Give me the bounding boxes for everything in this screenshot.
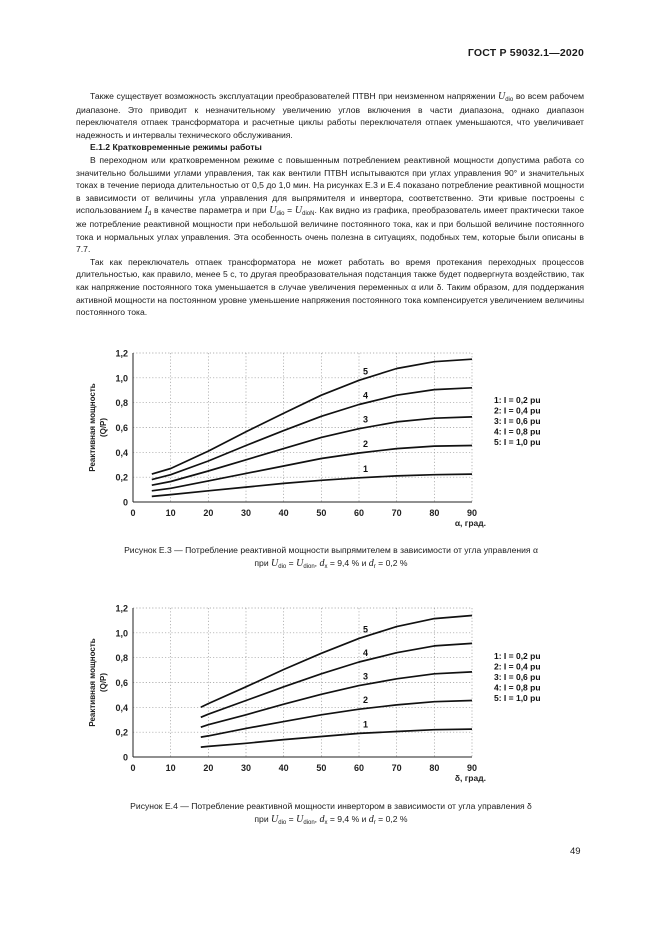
- y-tick-label: 1,2: [115, 603, 128, 614]
- x-tick-label: 90: [466, 763, 478, 773]
- y-axis-label: Реактивная мощность: [88, 383, 97, 472]
- legend-entry: 5: I = 1,0 pu: [494, 437, 541, 447]
- figure-e3-caption: Рисунок Е.3 — Потребление реактивной мощности выпрямителем в зависимости от угла управления α при $U_{dio} = U_{dion}$, $d_x = 9,4$ % и $d_r = 0,2$ %: [124, 545, 538, 570]
- x-tick-label: 30: [240, 763, 252, 773]
- x-tick-label: 20: [203, 763, 214, 773]
- series-label-3: 3: [363, 671, 369, 682]
- legend-entry: 3: I = 0,6 pu: [494, 672, 541, 682]
- series-label-3: 3: [363, 414, 369, 425]
- figure-e4-caption: Рисунок Е.4 — Потребление реактивной мощности инвертором в зависимости от угла управления δ при $U_{dio} = U_{dion}$, $d_x = 9,4$ % и $d_r = 0,2$ %: [130, 801, 532, 826]
- y-tick-label: 1,0: [115, 628, 128, 639]
- section-heading: Е.1.2 Кратковременные режимы работы: [90, 142, 262, 153]
- x-tick-label: 80: [429, 763, 440, 773]
- document-code: ГОСТ Р 59032.1—2020: [467, 47, 584, 59]
- x-tick-label: 40: [278, 763, 289, 773]
- series-line-2: [152, 446, 472, 491]
- x-tick-label: 60: [353, 508, 365, 518]
- series-line-1: [152, 474, 472, 496]
- series-label-1: 1: [363, 719, 369, 730]
- y-tick-label: 1,2: [115, 348, 128, 359]
- x-tick-label: 20: [203, 508, 214, 518]
- x-tick-label: 40: [278, 508, 289, 518]
- y-tick-label: 0: [122, 497, 128, 508]
- legend-entry: 4: I = 0,8 pu: [494, 426, 541, 437]
- legend-entry: 1: I = 0,2 pu: [494, 395, 541, 405]
- x-tick-label: 50: [316, 763, 327, 773]
- body-text: [76, 90, 584, 319]
- y-tick-label: 0,6: [115, 423, 128, 433]
- series-label-2: 2: [363, 438, 369, 449]
- y-tick-label: 0,8: [115, 398, 128, 409]
- x-axis-label: δ, град.: [454, 773, 486, 783]
- page-number: 49: [570, 846, 581, 857]
- x-tick-label: 60: [353, 763, 365, 773]
- y-tick-label: 0: [122, 752, 128, 763]
- series-label-2: 2: [363, 695, 369, 706]
- series-label-1: 1: [363, 463, 369, 474]
- legend-entry: 4: I = 0,8 pu: [494, 682, 541, 693]
- y-axis-label-formula: (Q/P): [99, 417, 108, 438]
- y-tick-label: 0,4: [115, 447, 128, 458]
- series-label-4: 4: [363, 648, 369, 659]
- x-tick-label: 70: [391, 508, 402, 518]
- x-tick-label: 0: [130, 763, 136, 773]
- series-label-5: 5: [363, 366, 369, 377]
- x-tick-label: 50: [316, 508, 327, 518]
- y-tick-label: 0,6: [115, 678, 128, 688]
- series-line-3: [201, 672, 472, 730]
- y-axis-label-group: [88, 638, 108, 726]
- x-tick-label: 30: [240, 508, 252, 518]
- y-axis-label-formula: (Q/P): [99, 672, 108, 693]
- y-tick-label: 0,8: [115, 653, 128, 664]
- series-line-3: [152, 414, 472, 485]
- series-line-5: [152, 359, 472, 474]
- paragraph-1: Также существует возможность эксплуатации преобразователей ПТВН при неизменном напряжении $U_{dio}$ во всем рабочем диапазоне. Это приводит к незначительному увеличению углов включения в части диапазона, однако диапазон переключателя отпаек трансформатора и расчетные циклы работы переключателя отпаек уменьшаются, что увеличивает надежность и интервалы технического обслуживания.: [76, 91, 584, 140]
- x-tick-label: 10: [165, 763, 176, 773]
- paragraph-2: В переходном или кратковременном режиме с повышенным потреблением реактивной мощности допустима работа со значительно большими углами управления, так как вентили ПТВН испытываются при углах управления 90° и значительных токах в течение периода длительностью от 0,5 до 1,0 мин. На рисунках Е.3 и Е.4 показано потребление реактивной мощности в зависимости от величины угла управления для выпрямителя и инвертора, соответственно. Эти кривые построены с использованием $I_d$ в качестве параметра и при $U_{dio} = U_{dioN}$. Как видно из графика, преобразователь имеет практически такое же потребление реактивной мощности при небольшой величине постоянного тока, как и при большой величине постоянного тока и нормальных углах управления. Эта особенность очень полезна в ситуациях, подобных тем, которые были описаны в 7.7.: [76, 154, 585, 255]
- x-axis-label: α, град.: [454, 518, 486, 528]
- x-tick-label: 70: [391, 763, 402, 773]
- y-axis-label: Реактивная мощность: [88, 638, 97, 727]
- series-line-5: [201, 616, 472, 708]
- series-line-2: [201, 701, 472, 738]
- legend-entry: 3: I = 0,6 pu: [494, 416, 541, 426]
- series-line-4: [152, 388, 472, 480]
- legend-entry: 5: I = 1,0 pu: [494, 693, 541, 703]
- x-tick-label: 80: [429, 508, 440, 518]
- y-tick-label: 1,0: [115, 373, 128, 384]
- y-tick-label: 0,4: [115, 702, 128, 713]
- paragraph-3: Так как переключатель отпаек трансформатора не может работать во время протекания переходных процессов длительностью, как правило, менее 5 с, то другая преобразовательная подстанция также будет подвергнута воздействию, так как напряжение постоянного тока уменьшается в случае увеличения переменных α или δ. Таким образом, для поддержания активной мощности на постоянном уровне уменьшение напряжения постоянного тока компенсируется увеличением величины постоянного тока.: [76, 256, 584, 318]
- y-tick-label: 0,2: [115, 727, 128, 738]
- x-tick-label: 10: [165, 508, 176, 518]
- series-label-5: 5: [363, 624, 369, 635]
- series-line-4: [201, 643, 472, 717]
- legend-entry: 2: I = 0,4 pu: [494, 405, 541, 416]
- y-tick-label: 0,2: [115, 472, 128, 483]
- legend-entry: 2: I = 0,4 pu: [494, 661, 541, 672]
- x-tick-label: 0: [130, 508, 136, 518]
- y-axis-label-group: [88, 383, 108, 471]
- series-line-1: [201, 729, 472, 747]
- legend-entry: 1: I = 0,2 pu: [494, 651, 541, 661]
- x-tick-label: 90: [466, 508, 478, 518]
- series-label-4: 4: [363, 390, 369, 401]
